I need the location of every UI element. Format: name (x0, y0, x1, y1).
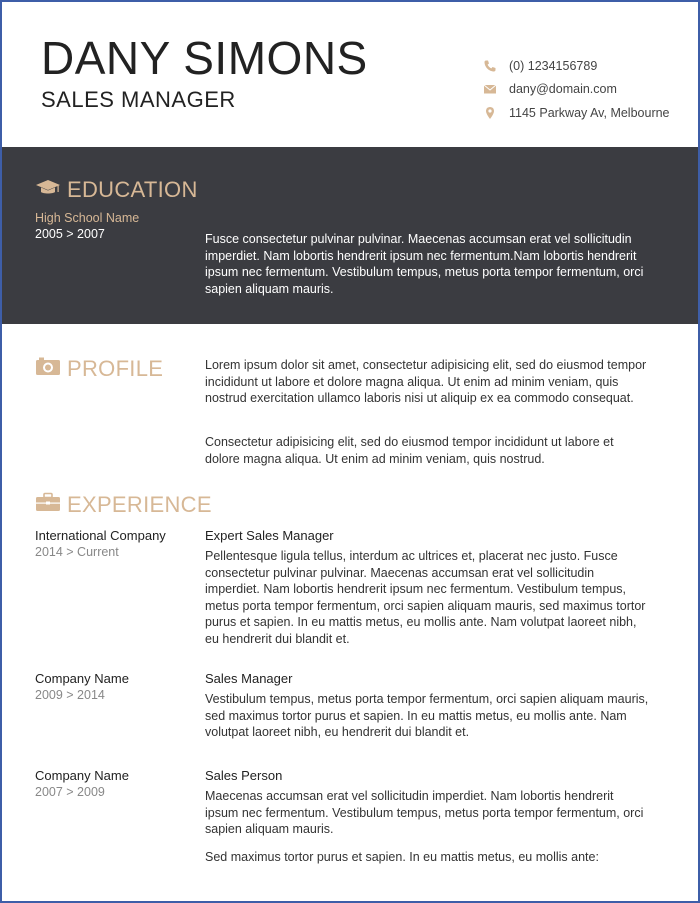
education-heading-text: EDUCATION (67, 177, 198, 202)
contact-address-text: 1145 Parkway Av, Melbourne (509, 105, 670, 120)
job-company: International Company (35, 528, 166, 543)
job-company: Company Name (35, 671, 129, 686)
education-section (2, 147, 698, 324)
envelope-icon (483, 82, 497, 96)
contact-block (483, 54, 670, 125)
education-heading (35, 177, 198, 203)
profile-heading-text: PROFILE (67, 356, 164, 381)
graduation-cap-icon (35, 177, 61, 203)
job-dates: 2009 > 2014 (35, 688, 105, 702)
camera-icon (35, 356, 61, 382)
contact-address (483, 101, 670, 125)
job-description: Sed maximus tortor purus et sapien. In eu mattis metus, eu mollis ante: (205, 850, 599, 864)
experience-heading (35, 492, 212, 518)
contact-phone-text: (0) 1234156789 (509, 58, 598, 73)
job-description: Maecenas accumsan erat vel sollicitudin imperdiet. Nam lobortis hendrerit ipsum nec fermentum. Vestibulum tempus, metus porta tempor fermentum, orci sapien aliquam mauris. (205, 789, 644, 836)
job-description: Vestibulum tempus, metus porta tempor fermentum, orci sapien aliquam mauris, sed maximus tortor purus et sapien. In eu mattis metus, eu mollis ante. Nam volutpat laoreet nibh, eu hendrerit dui blandit et. (205, 692, 649, 739)
candidate-title: SALES MANAGER (41, 87, 236, 112)
phone-icon (483, 59, 497, 73)
candidate-name: DANY SIMONS (41, 32, 368, 84)
job-role: Expert Sales Manager (205, 528, 334, 543)
profile-paragraph: Lorem ipsum dolor sit amet, consectetur adipisicing elit, sed do eiusmod tempor incididunt ut labore et dolore magna aliqua. Ut enim ad minim veniam, quis nostrud exercitation ullamco laboris nisi ut aliquip ex ea commodo consequat. (205, 358, 647, 405)
profile-paragraph: Consectetur adipisicing elit, sed do eiusmod tempor incididunt ut labore et dolore magna aliqua. Ut enim ad minim veniam, quis nostrud. (205, 435, 614, 466)
job-company: Company Name (35, 768, 129, 783)
location-pin-icon (483, 106, 497, 120)
job-dates: 2014 > Current (35, 545, 119, 559)
experience-heading-text: EXPERIENCE (67, 492, 212, 517)
job-dates: 2007 > 2009 (35, 785, 105, 799)
job-role: Sales Manager (205, 671, 293, 686)
contact-phone (483, 54, 670, 78)
contact-email-text: dany@domain.com (509, 82, 617, 97)
profile-heading (35, 356, 163, 382)
education-description: Fusce consectetur pulvinar pulvinar. Maecenas accumsan erat vel sollicitudin imperdiet. Nam lobortis hendrerit ipsum nec fermentum.Nam lobortis hendrerit ipsum nec fermentum. Vestibulum tempus, metus porta tempor fermentum, orci sapien aliquam mauris. (205, 232, 644, 296)
education-dates: 2005 > 2007 (35, 227, 105, 241)
contact-email (483, 78, 670, 102)
job-role: Sales Person (205, 768, 283, 783)
job-description: Pellentesque ligula tellus, interdum ac ultrices et, placerat nec justo. Fusce consectetur pulvinar pulvinar. Maecenas accumsan erat vel sollicitudin imperdiet. Nam lobortis hendrerit ipsum nec fermentum. Vestibulum tempus, metus porta tempor fermentum, orci sapien aliquam mauris, sed maximus tortor purus et sapien. In eu mattis metus, eu mollis ante. Nam volutpat laoreet nibh, eu hendrerit dui blandit et. (205, 549, 646, 646)
briefcase-icon (35, 492, 61, 518)
education-school: High School Name (35, 211, 140, 225)
